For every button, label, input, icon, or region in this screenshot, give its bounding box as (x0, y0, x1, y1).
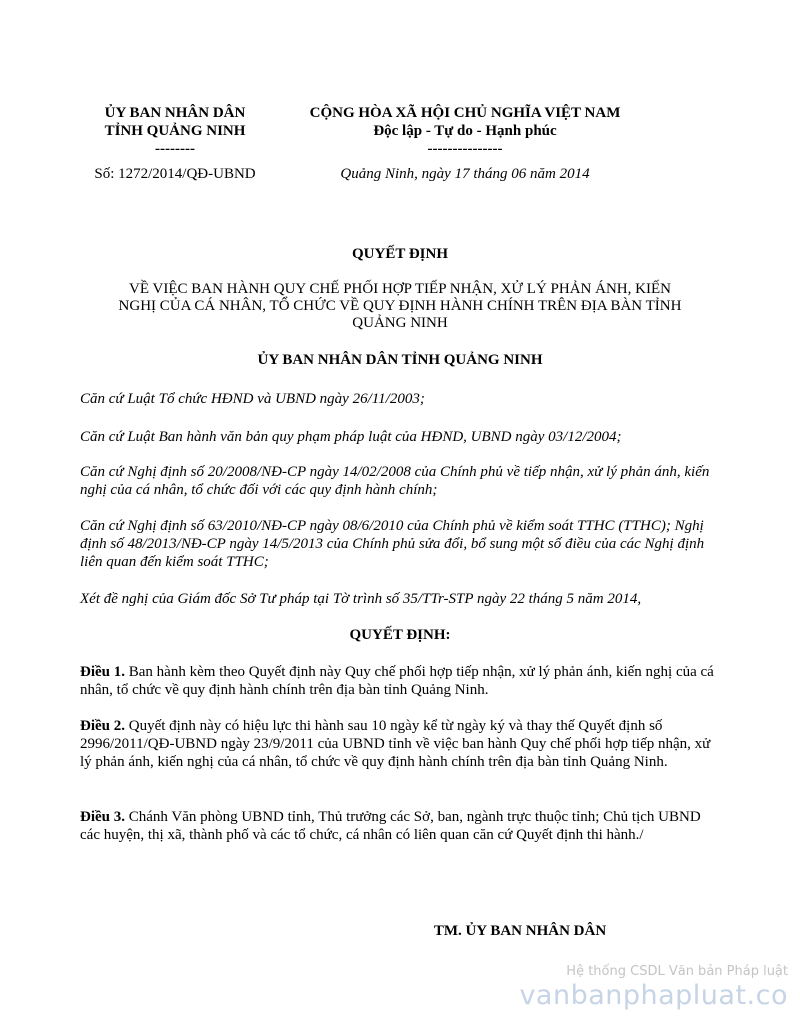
article-3 (80, 808, 720, 844)
article-2-label: Điều 2. (80, 718, 125, 734)
legal-basis-3: Căn cứ Nghị định số 20/2008/NĐ-CP ngày 14/02/2008 của Chính phủ về tiếp nhận, xử lý phản ánh, kiến nghị của cá nhân, tổ chức đối với các quy định hành chính; (80, 464, 710, 498)
issuing-agency (80, 104, 270, 158)
country-name: CỘNG HÒA XÃ HỘI CHỦ NGHĨA VIỆT NAM (309, 105, 621, 121)
article-3-text: Chánh Văn phòng UBND tỉnh, Thủ trưởng các Sở, ban, ngành trực thuộc tỉnh; Chủ tịch UBND các huyện, thị xã, thành phố và các tổ chức, cá nhân có liên quan căn cứ Quyết định thi hành./ (80, 809, 701, 843)
legal-basis-4: Căn cứ Nghị định số 63/2010/NĐ-CP ngày 08/6/2010 của Chính phủ về kiểm soát TTHC (TTHC); Nghị định số 48/2013/NĐ-CP ngày 14/5/2013 của Chính phủ sửa đổi, bổ sung một số điều của các Nghị định liên quan đến kiểm soát TTHC; (80, 518, 705, 570)
article-1-label: Điều 1. (80, 664, 125, 680)
national-header (270, 104, 660, 158)
article-1-text: Ban hành kèm theo Quyết định này Quy chế phối hợp tiếp nhận, xử lý phản ánh, kiến nghị của cá nhân, tổ chức về quy định hành chính trên địa bàn tỉnh Quảng Ninh. (80, 664, 714, 698)
article-2 (80, 717, 720, 771)
legal-basis-1: Căn cứ Luật Tổ chức HĐND và UBND ngày 26/11/2003; (80, 391, 425, 407)
document-title: QUYẾT ĐỊNH (352, 246, 448, 262)
national-motto: Độc lập - Tự do - Hạnh phúc (373, 123, 557, 139)
agency-line-2: TỈNH QUẢNG NINH (104, 123, 246, 139)
signature-block: TM. ỦY BAN NHÂN DÂN (433, 923, 607, 939)
decision-heading: QUYẾT ĐỊNH: (349, 627, 451, 643)
watermark-domain: vanbanphapluat.co (519, 980, 788, 1011)
watermark-caption: Hệ thống CSDL Văn bản Pháp luật (566, 964, 788, 979)
place-and-date: Quảng Ninh, ngày 17 tháng 06 năm 2014 (340, 166, 590, 182)
article-1 (80, 663, 720, 699)
agency-line-1: ỦY BAN NHÂN DÂN (104, 105, 246, 121)
legal-basis-2: Căn cứ Luật Ban hành văn bản quy phạm pháp luật của HĐND, UBND ngày 03/12/2004; (80, 429, 622, 445)
document-number: Số: 1272/2014/QĐ-UBND (94, 166, 256, 182)
agency-rule: -------- (155, 141, 195, 157)
document-subtitle: VỀ VIỆC BAN HÀNH QUY CHẾ PHỐI HỢP TIẾP NHẬN, XỬ LÝ PHẢN ÁNH, KIẾN NGHỊ CỦA CÁ NHÂN, TỔ CHỨC VỀ QUY ĐỊNH HÀNH CHÍNH TRÊN ĐỊA BÀN TỈNH QUẢNG NINH (118, 281, 682, 331)
article-2-text: Quyết định này có hiệu lực thi hành sau 10 ngày kể từ ngày ký và thay thế Quyết định số 2996/2011/QĐ-UBND ngày 23/9/2011 của UBND tỉnh về việc ban hành Quy chế phối hợp tiếp nhận, xử lý phản ánh, kiến nghị của cá nhân, tổ chức về quy định hành chính trên địa bàn tỉnh Quảng Ninh. (80, 718, 711, 770)
issuing-authority: ỦY BAN NHÂN DÂN TỈNH QUẢNG NINH (257, 352, 543, 368)
recommendation: Xét đề nghị của Giám đốc Sở Tư pháp tại Tờ trình số 35/TTr-STP ngày 22 tháng 5 năm 2014, (80, 591, 642, 607)
motto-rule: --------------- (427, 141, 503, 157)
article-3-label: Điều 3. (80, 809, 125, 825)
